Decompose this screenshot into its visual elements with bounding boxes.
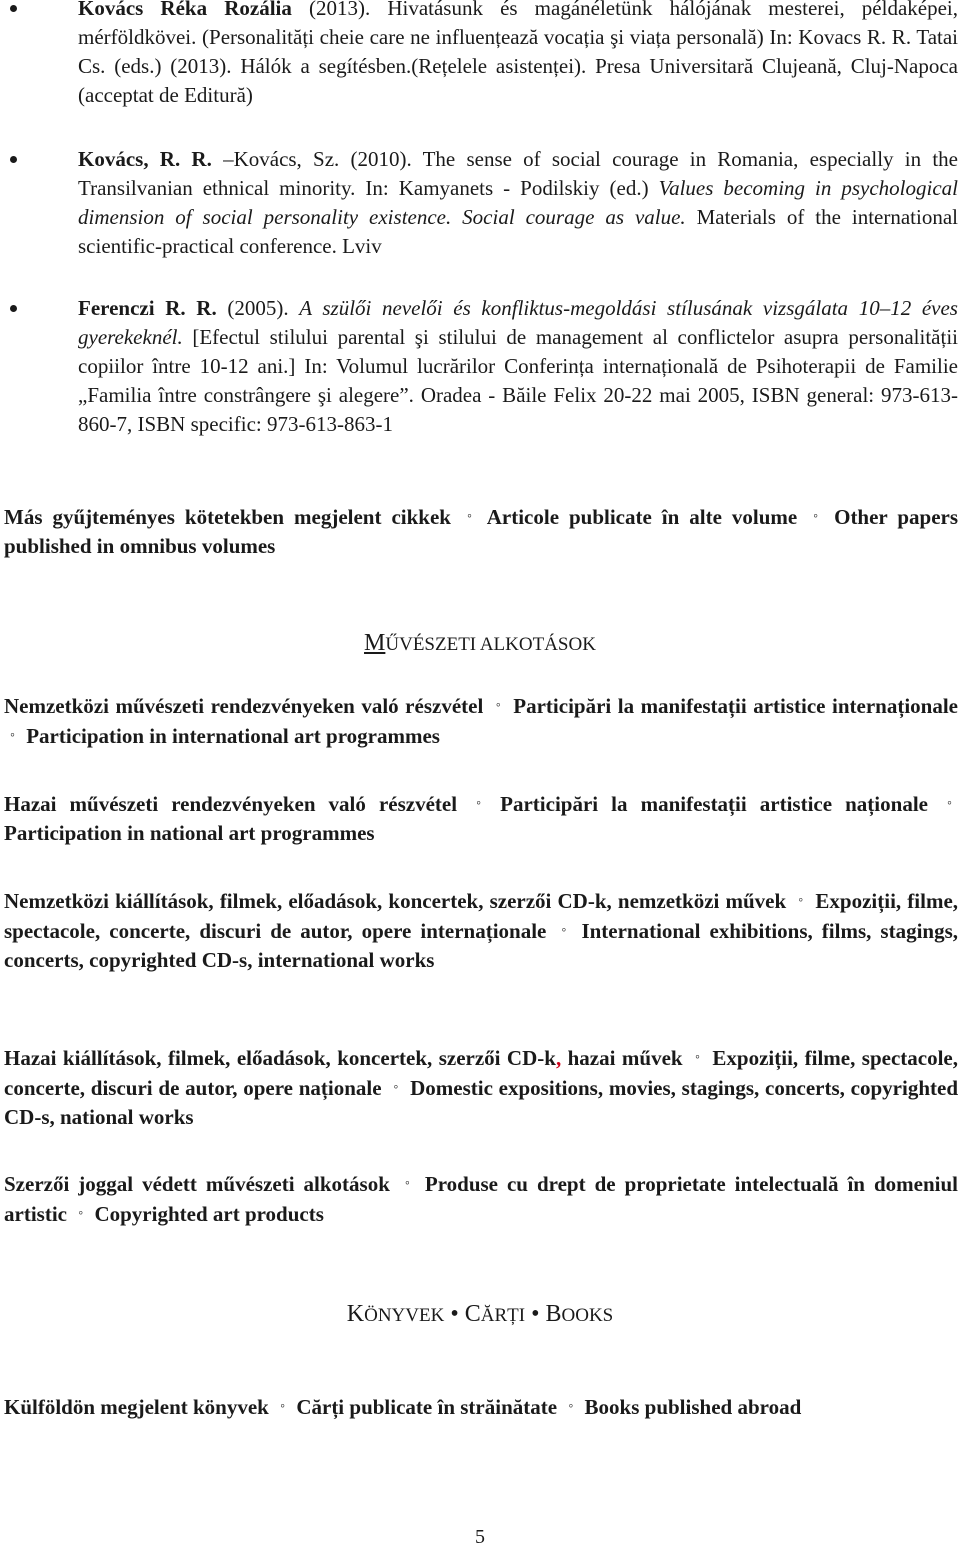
section-international-art-events [4,691,958,751]
reference-authors: Ferenczi R. R. [78,296,217,320]
heading-rest: ŰVÉSZETI ALKOTÁSOK [385,634,596,655]
separator-icon: ◦ [561,923,567,938]
section-national-art-events [4,789,958,848]
reference-authors: Kovács, R. R. [78,147,212,171]
separator-icon: ◦ [495,698,501,713]
heading-books [0,1299,960,1331]
section-title-hu-comma: , [555,1046,562,1070]
separator-icon: ◦ [568,1399,574,1414]
separator-icon: ◦ [798,893,804,908]
reference-item [78,145,958,261]
section-title-hu-end: hazai művek [561,1046,683,1070]
section-title-en: International exhibitions, films, stagings, concerts, copyrighted CD-s, international works [4,919,959,972]
heading-initial: C [464,1301,481,1327]
section-title-ro: Expoziții, filme, spectacole, concerte, discuri de autor, opere internaționale [4,889,959,943]
section-title-en: Books published abroad [584,1395,802,1419]
reference-text: –Kovács, Sz. (2010). The sense of social courage in Romania, especially in the Transilvanian ethnical minority. In: Kamyanets - Podilskiy (ed.) [78,147,958,200]
section-title-en: Copyrighted art products [94,1202,324,1226]
section-books-abroad [4,1392,958,1422]
heading-rest: ĂRȚI [480,1305,526,1326]
section-title-ro: Articole publicate în alte volume [486,505,798,529]
separator-icon: ◦ [78,1206,84,1221]
section-title-hu: Nemzetközi művészeti rendezvényeken való részvétel [4,694,484,718]
separator-icon: ◦ [466,509,472,524]
separator-icon: ◦ [393,1080,399,1095]
bullet-icon [10,305,17,312]
heading-initial: K [346,1301,365,1327]
section-copyrighted-art [4,1169,958,1229]
heading-rest: OOKS [561,1305,614,1326]
reference-authors: Kovács Réka Rozália [78,0,292,20]
section-title-ro: Produse cu drept de proprietate intelectuală în domeniul artistic [4,1172,958,1226]
separator-icon: ◦ [476,796,482,811]
section-title-ro: Expoziții, filme, spectacole, concerte, discuri de autor, opere naționale [4,1046,958,1100]
reference-item [78,0,958,110]
reference-text: [Efectul stilului parental şi stilului de management al conflictelor asupra personalității copiilor între 10-12 ani.] In: Volumul lucrărilor Conferința internațională de Psihoterapii de Familie „Familia între constrângere şi alegere”. Oradea - Băile Felix 20-22 mai 2005, ISBN general: 973-613-860-7, ISBN specific: 973-613-863-1 [78,325,958,436]
page-number: 5 [475,1526,485,1548]
section-title-hu: Hazai művészeti rendezvényeken való részvétel [4,792,458,816]
section-title-ro: Participări la manifestații artistice naționale [500,792,928,816]
section-title-hu: Más gyűjteményes kötetekben megjelent cikkek [4,505,451,529]
section-title-en: Participation in international art programmes [26,724,440,748]
section-title-hu: Hazai kiállítások, filmek, előadások, koncertek, szerzői CD-k [4,1046,556,1070]
reference-text: (2013). Hivatásunk és magánéletünk hálójának mesterei, példaképei, mérföldkövei. (Personalități cheie care ne influențează vocația şi viața personală) In: Kovacs R. R. Tatai Cs. (eds.) (2013). Hálók a segítésben.(Rețelele asistenței). Presa Universitară Clujeană, Cluj-Napoca (acceptat de Editură) [78,0,958,107]
section-title-en: Participation in national art programmes [4,821,375,845]
separator-icon: ◦ [404,1176,410,1191]
reference-text-after: Materials of the international scientific-practical conference. Lviv [78,205,958,258]
separator-icon: ◦ [947,796,953,811]
reference-italic-title: Values becoming in psychological dimension of social personality existence. Social courage as value. [78,176,958,229]
section-title-hu: Külföldön megjelent könyvek [4,1395,269,1419]
heading-initial: B [545,1301,562,1327]
reference-item [78,294,958,439]
bullet-icon: • [450,1301,459,1327]
section-title-en: Domestic expositions, movies, stagings, concerts, copyrighted CD-s, national works [4,1076,959,1129]
section-title-hu: Nemzetközi kiállítások, filmek, előadások, koncertek, szerzői CD-k, nemzetközi művek [4,889,787,913]
separator-icon: ◦ [813,509,819,524]
section-domestic-exhibitions [4,1043,958,1132]
section-international-exhibitions [4,886,958,975]
bullet-icon: • [531,1301,540,1327]
section-title-ro: Participări la manifestații artistice internaționale [513,694,958,718]
heading-rest: ÖNYVEK [364,1305,445,1326]
section-title-ro: Cărți publicate în străinătate [296,1395,558,1419]
separator-icon: ◦ [695,1050,700,1065]
section-title-hu: Szerzői joggal védett művészeti alkotások [4,1172,390,1196]
bullet-icon [10,5,17,12]
section-title-en: Other papers published in omnibus volumes [4,505,959,558]
reference-year: (2005). [216,296,300,320]
section-omnibus-papers [4,502,958,561]
separator-icon: ◦ [280,1399,286,1414]
separator-icon: ◦ [10,728,15,743]
bullet-icon [10,156,17,163]
reference-italic-title: A szülői nevelői és konfliktus-megoldási stílusának vizsgálata 10–12 éves gyerekeknél. [78,296,958,349]
heading-initial: M [364,630,386,656]
heading-art-works [0,628,960,660]
